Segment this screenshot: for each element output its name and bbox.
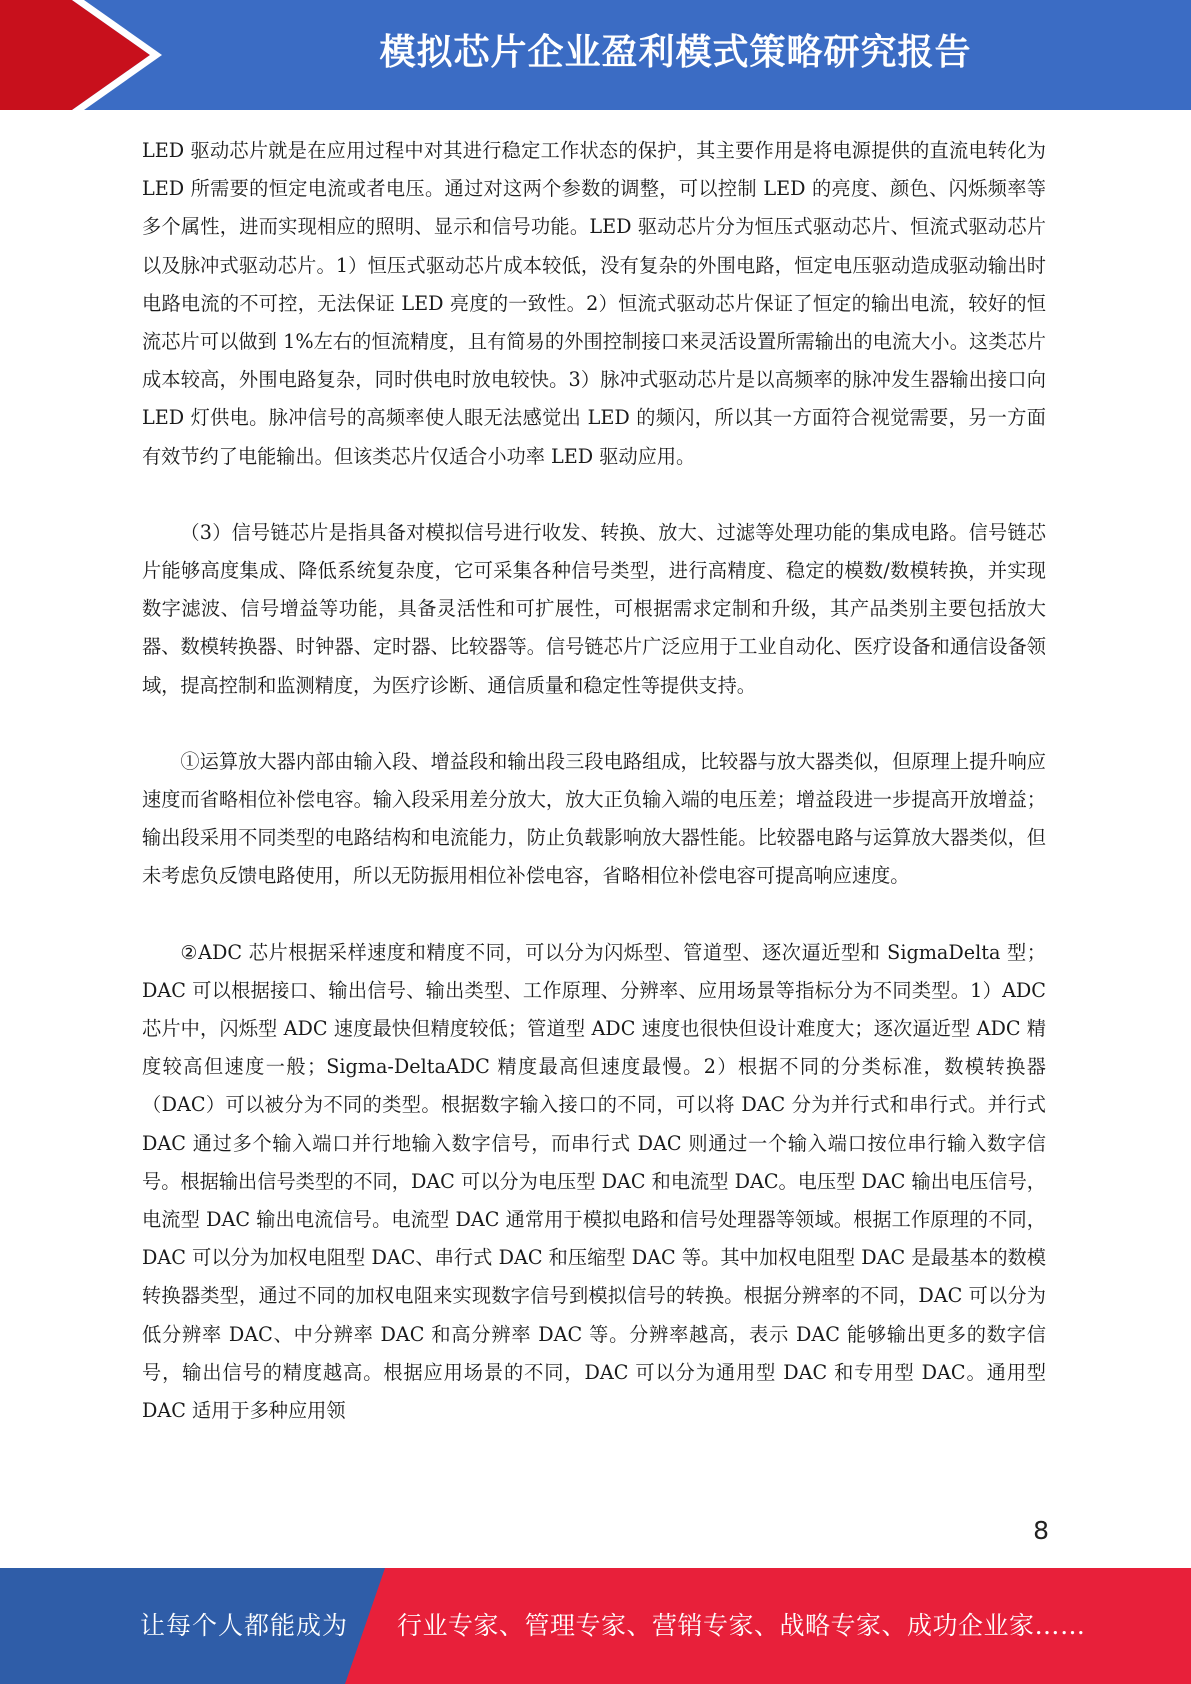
body-text: [142, 132, 1046, 1468]
page-footer: [0, 1568, 1191, 1684]
page-header: [0, 0, 1191, 110]
paragraph-op-amp: ①运算放大器内部由输入段、增益段和输出段三段电路组成，比较器与放大器类似，但原理上提升响应速度而省略相位补偿电容。输入段采用差分放大，放大正负输入端的电压差；增益段进一步提高开放增益；输出段采用不同类型的电路结构和电流能力，防止负载影响放大器性能。比较器电路与运算放大器类似，但未考虑负反馈电路使用，所以无防振用相位补偿电容，省略相位补偿电容可提高响应速度。: [142, 749, 1046, 888]
paragraph-led-driver: LED 驱动芯片就是在应用过程中对其进行稳定工作状态的保护，其主要作用是将电源提供的直流电转化为 LED 所需要的恒定电流或者电压。通过对这两个参数的调整，可以控制 LED 的亮度、颜色、闪烁频率等多个属性，进而实现相应的照明、显示和信号功能。LED 驱动芯片分为恒压式驱动芯片、恒流式驱动芯片以及脉冲式驱动芯片。1）恒压式驱动芯片成本较低，没有复杂的外围电路，恒定电压驱动造成驱动输出时电路电流的不可控，无法保证 LED 亮度的一致性。2）恒流式驱动芯片保证了恒定的输出电流，较好的恒流芯片可以做到 1%左右的恒流精度，且有简易的外围控制接口来灵活设置所需输出的电流大小。这类芯片成本较高，外围电路复杂，同时供电时放电较快。3）脉冲式驱动芯片是以高频率的脉冲发生器输出接口向 LED 灯供电。脉冲信号的高频率使人眼无法感觉出 LED 的频闪，所以其一方面符合视觉需要，另一方面有效节约了电能输出。但该类芯片仅适合小功率 LED 驱动应用。: [142, 139, 1046, 468]
paragraph-adc-dac: ②ADC 芯片根据采样速度和精度不同，可以分为闪烁型、管道型、逐次逼近型和 SigmaDelta 型；DAC 可以根据接口、输出信号、输出类型、工作原理、分辨率、应用场景等指标分为不同类型。1）ADC 芯片中，闪烁型 ADC 速度最快但精度较低；管道型 ADC 速度也很快但设计难度大；逐次逼近型 ADC 精度较高但速度一般；Sigma-DeltaADC 精度最高但速度最慢。2）根据不同的分类标准，数模转换器（DAC）可以被分为不同的类型。根据数字输入接口的不同，可以将 DAC 分为并行式和串行式。并行式 DAC 通过多个输入端口并行地输入数字信号，而串行式 DAC 则通过一个输入端口按位串行输入数字信号。根据输出信号类型的不同，DAC 可以分为电压型 DAC 和电流型 DAC。电压型 DAC 输出电压信号，电流型 DAC 输出电流信号。电流型 DAC 通常用于模拟电路和信号处理器等领域。根据工作原理的不同，DAC 可以分为加权电阻型 DAC、串行式 DAC 和压缩型 DAC 等。其中加权电阻型 DAC 是最基本的数模转换器类型，通过不同的加权电阻来实现数字信号到模拟信号的转换。根据分辨率的不同，DAC 可以分为低分辨率 DAC、中分辨率 DAC 和高分辨率 DAC 等。分辨率越高，表示 DAC 能够输出更多的数字信号，输出信号的精度越高。根据应用场景的不同，DAC 可以分为通用型 DAC 和专用型 DAC。通用型 DAC 适用于多种应用领: [142, 940, 1046, 1423]
paragraph-signal-chain: （3）信号链芯片是指具备对模拟信号进行收发、转换、放大、过滤等处理功能的集成电路。信号链芯片能够高度集成、降低系统复杂度，它可采集各种信号类型，进行高精度、稳定的模数/数模转换，并实现数字滤波、信号增益等功能，具备灵活性和可扩展性，可根据需求定制和升级，其产品类别主要包括放大器、数模转换器、时钟器、定时器、比较器等。信号链芯片广泛应用于工业自动化、医疗设备和通信设备领域，提高控制和监测精度，为医疗诊断、通信质量和稳定性等提供支持。: [142, 520, 1046, 697]
page-number: 8: [1033, 1516, 1049, 1545]
report-title: 模拟芯片企业盈利模式策略研究报告: [379, 32, 972, 73]
footer-slogan-left: 让每个人都能成为: [140, 1611, 349, 1640]
footer-slogan-right: 行业专家、管理专家、营销专家、战略专家、成功企业家……: [397, 1611, 1086, 1640]
